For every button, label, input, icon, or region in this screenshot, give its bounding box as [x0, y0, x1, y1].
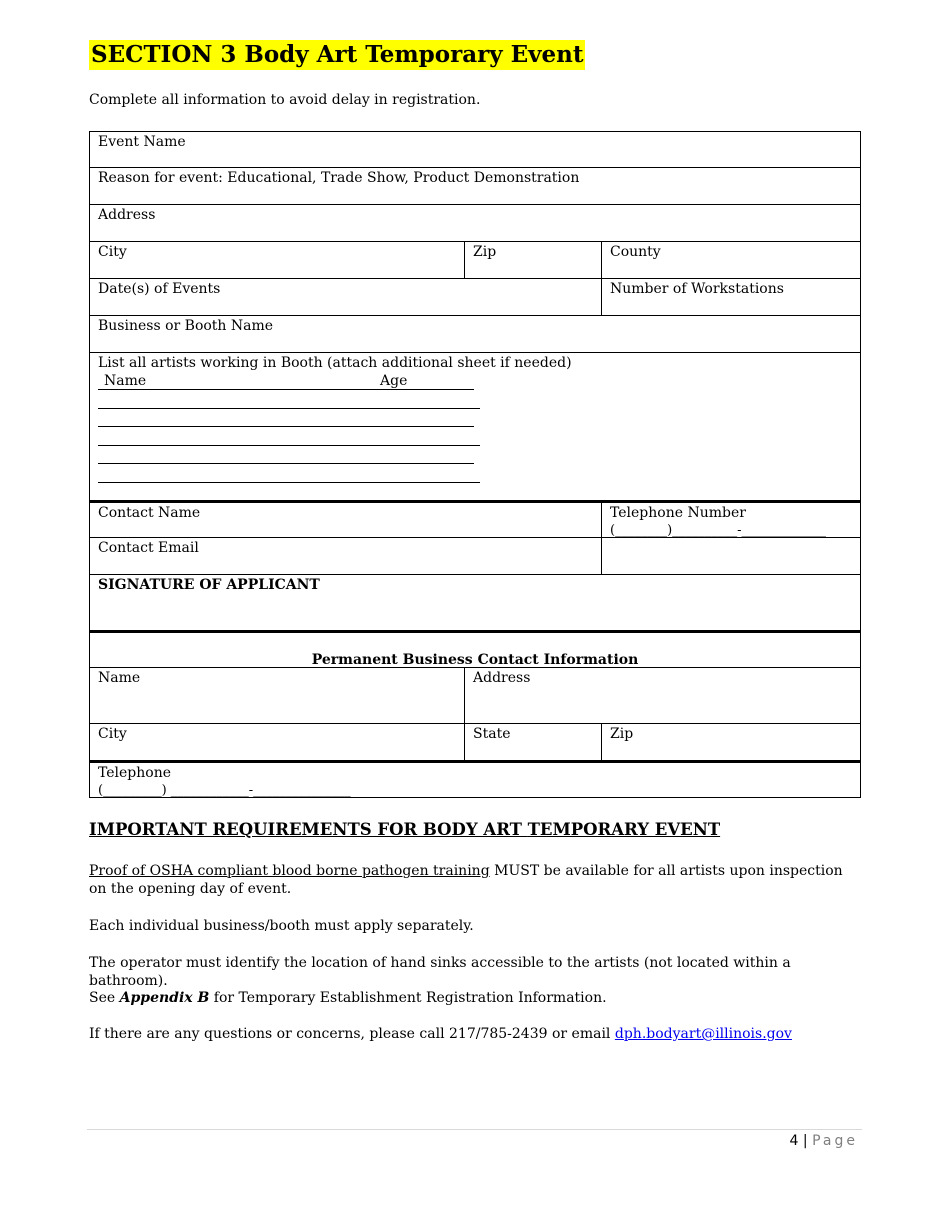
osha-rest: MUST be available for all artists upon inspection on the opening day of event. — [89, 863, 843, 897]
permanent-city-row — [89, 724, 861, 761]
permanent-heading-row — [89, 631, 861, 668]
county-field[interactable]: County — [601, 242, 860, 278]
contact-name-field[interactable]: Contact Name — [98, 505, 201, 521]
artist-line[interactable] — [98, 409, 474, 427]
dates-row — [89, 279, 861, 316]
email-row — [89, 538, 861, 575]
separate-paragraph: Each individual business/booth must apply separately. — [89, 918, 474, 934]
telephone-label: Telephone Number — [610, 505, 746, 521]
artists-header — [98, 372, 852, 390]
event-name-row — [89, 131, 861, 168]
appendix-paragraph — [89, 989, 849, 1007]
page-word: Page — [812, 1133, 858, 1149]
reason-field[interactable]: Reason for event: Educational, Trade Show, Product Demonstration — [98, 170, 580, 186]
city-field[interactable]: City — [98, 244, 127, 260]
email-blank-cell[interactable] — [601, 538, 860, 574]
signature-field[interactable]: SIGNATURE OF APPLICANT — [98, 577, 320, 593]
section-title: SECTION 3 Body Art Temporary Event — [91, 41, 584, 68]
dates-field[interactable]: Date(s) of Events — [98, 281, 221, 297]
permanent-name-field[interactable]: Name — [98, 670, 141, 686]
intro-text: Complete all information to avoid delay in registration. — [89, 92, 481, 108]
permanent-state-field[interactable]: State — [464, 724, 601, 760]
artist-line[interactable] — [98, 427, 480, 446]
artist-line[interactable] — [98, 464, 480, 483]
city-zip-county-row — [89, 242, 861, 279]
workstations-field[interactable]: Number of Workstations — [601, 279, 860, 315]
artists-row — [89, 353, 861, 501]
permanent-city-field[interactable]: City — [98, 726, 127, 742]
permanent-address-field[interactable]: Address — [464, 668, 860, 723]
artists-name-column: Name — [104, 373, 147, 389]
telephone-field[interactable] — [601, 503, 860, 537]
requirements-heading-plain: IMPORTANT REQUIREMENTS FOR BODY ART — [89, 820, 528, 839]
osha-paragraph — [89, 862, 849, 898]
zip-field[interactable]: Zip — [464, 242, 601, 278]
event-name-field[interactable]: Event Name — [98, 134, 186, 150]
see-text: See — [89, 990, 120, 1006]
artists-header-line — [98, 372, 474, 390]
signature-row — [89, 575, 861, 631]
reason-row — [89, 168, 861, 205]
questions-text: If there are any questions or concerns, please call 217/785-2439 or email — [89, 1026, 615, 1042]
booth-row — [89, 316, 861, 353]
permanent-telephone-blank: (_________) ____________-_______________ — [98, 783, 351, 798]
page-separator: | — [798, 1133, 813, 1149]
telephone-blank: (________)__________-_____________ — [610, 523, 827, 538]
appendix-text: Appendix B — [119, 990, 210, 1006]
permanent-telephone-label: Telephone — [98, 765, 172, 781]
permanent-heading: Permanent Business Contact Information — [311, 652, 639, 668]
contact-email-field[interactable]: Contact Email — [98, 540, 199, 556]
artists-field[interactable] — [90, 353, 860, 500]
sinks-paragraph: The operator must identify the location of hand sinks accessible to the artists (not located within a bathroom). — [89, 955, 791, 989]
requirements-heading-bold: TEMPORARY EVENT — [527, 820, 721, 839]
footer-divider — [87, 1129, 862, 1130]
artist-line[interactable] — [98, 446, 474, 464]
artists-label: List all artists working in Booth (attach additional sheet if needed) — [98, 355, 572, 371]
osha-underlined: Proof of OSHA compliant blood borne pathogen training — [89, 863, 490, 879]
artist-line[interactable] — [98, 390, 480, 409]
email-link[interactable]: dph.bodyart@illinois.gov — [614, 1026, 792, 1042]
page-number: 4 — [789, 1133, 799, 1149]
permanent-telephone-row — [89, 761, 861, 798]
permanent-zip-field[interactable]: Zip — [601, 724, 860, 760]
permanent-telephone-field[interactable] — [90, 763, 860, 797]
see-rest-text: for Temporary Establishment Registration Information. — [209, 990, 607, 1006]
questions-paragraph — [89, 1025, 849, 1043]
page-footer — [790, 1133, 858, 1149]
requirements-heading — [89, 820, 720, 839]
registration-form — [89, 131, 861, 798]
booth-name-field[interactable]: Business or Booth Name — [98, 318, 274, 334]
contact-row — [89, 501, 861, 538]
address-field[interactable]: Address — [98, 207, 156, 223]
artists-age-column: Age — [380, 373, 408, 389]
address-row — [89, 205, 861, 242]
permanent-name-row — [89, 668, 861, 724]
